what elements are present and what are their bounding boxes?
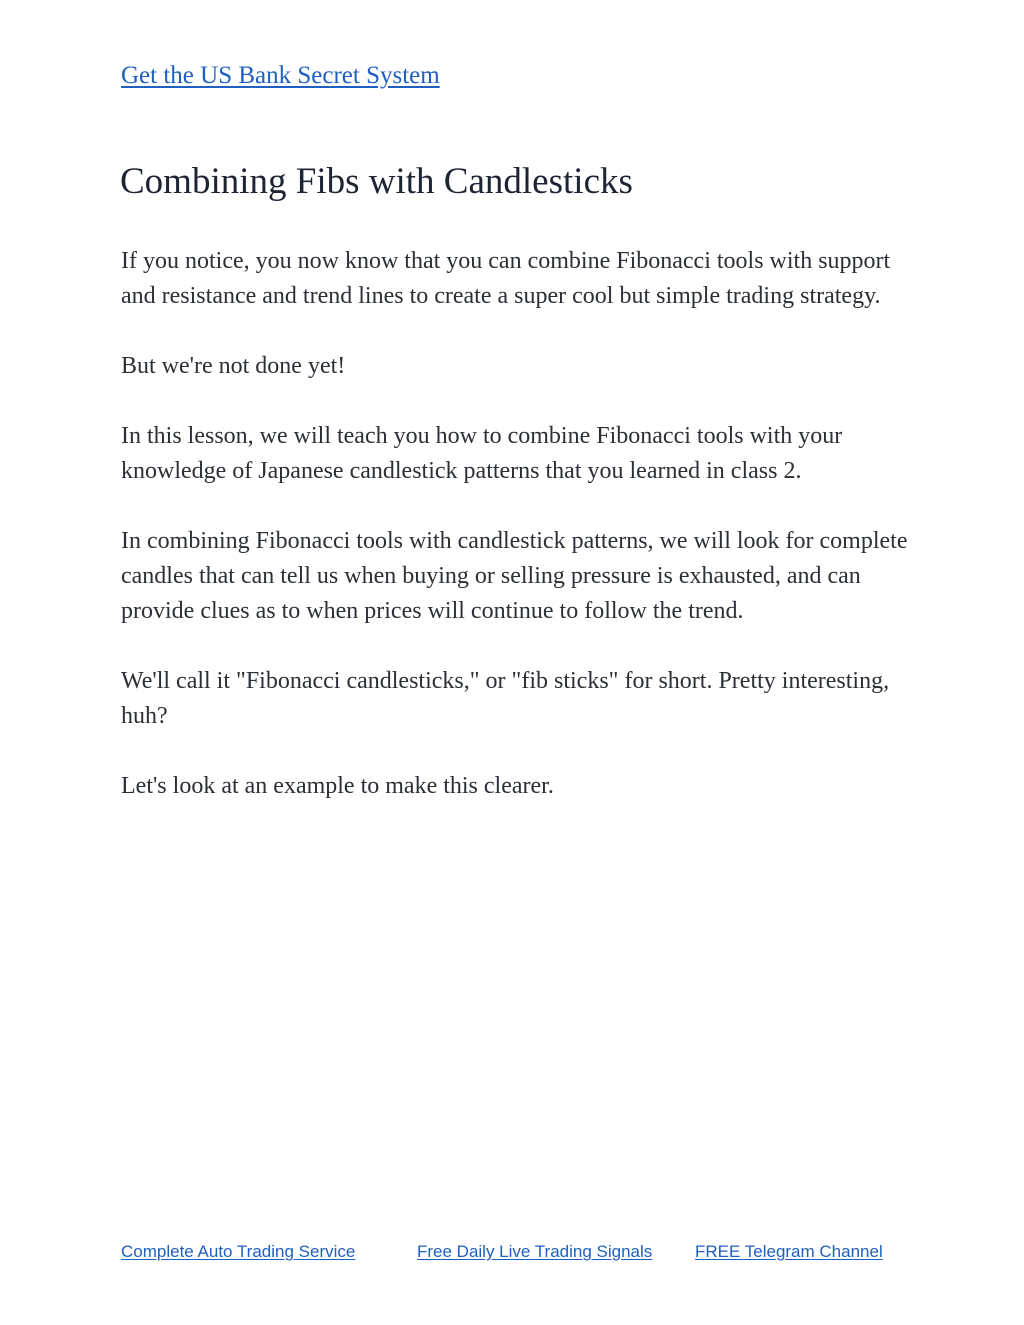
paragraph: But we're not done yet! [121,353,346,379]
article-body [121,244,921,839]
paragraph: If you notice, you now know that you can combine Fibonacci tools with support and resistance and trend lines to create a super cool but simple trading strategy. [121,248,891,309]
paragraph: In this lesson, we will teach you how to combine Fibonacci tools with your knowledge of Japanese candlestick patterns that you learned in class 2. [121,423,843,484]
us-bank-secret-system-link[interactable]: Get the US Bank Secret System [121,62,440,89]
footer-link-telegram[interactable]: FREE Telegram Channel [695,1242,883,1261]
footer-link-live-signals[interactable]: Free Daily Live Trading Signals [417,1242,653,1261]
paragraph: In combining Fibonacci tools with candlestick patterns, we will look for complete candles that can tell us when buying or selling pressure is exhausted, and can provide clues as to when prices will continue to follow the trend. [121,528,908,624]
footer-link-auto-trading[interactable]: Complete Auto Trading Service [121,1242,356,1261]
page-title: Combining Fibs with Candlesticks [120,161,633,202]
footer-links [0,1240,1024,1270]
paragraph: We'll call it "Fibonacci candlesticks," or "fib sticks" for short. Pretty interesting, huh? [121,668,890,729]
paragraph: Let's look at an example to make this clearer. [121,773,554,799]
